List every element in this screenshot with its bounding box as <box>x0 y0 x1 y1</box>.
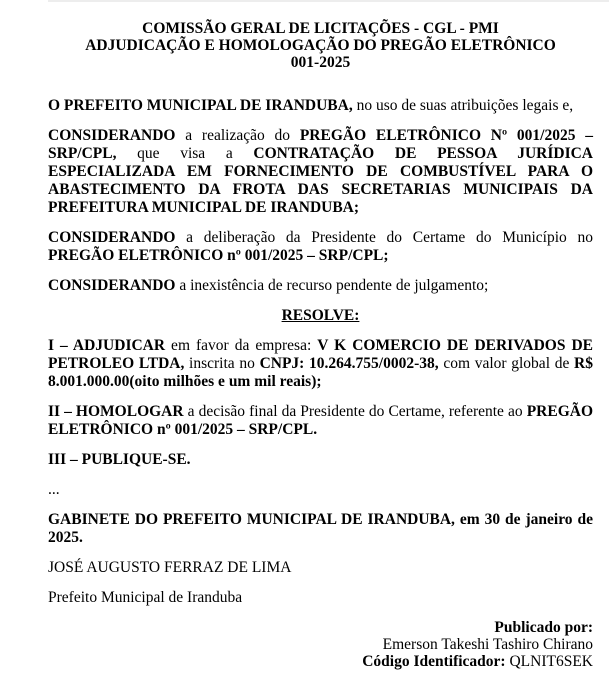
text-run: CONTRATAÇÃO DE PESSOA JURÍDICA ESPECIALIZADA EM FORNECIMENTO DE COMBUSTÍVEL PARA O ABASTECIMENTO DA FROTA DAS SECRETARIAS MUNICIPAIS DA PREFEITURA MUNICIPAL DE IRANDUBA; <box>48 145 593 216</box>
text-run: I – ADJUDICAR <box>48 337 166 354</box>
text-run: PREGÃO ELETRÔNICO nº 001/2025 – SRP/CPL; <box>48 247 389 264</box>
doc-title-line-2: ADJUDICAÇÃO E HOMOLOGAÇÃO DO PREGÃO ELETRÔNICO <box>85 37 556 54</box>
text-run: PREGÃO ELETRÔNICO Nº 001/2025 – SRP/CPL, <box>48 127 593 162</box>
text-run: no uso de suas atribuições legais e, <box>352 97 574 114</box>
publication-footer <box>48 619 593 670</box>
identifier-label: Código Identificador: <box>362 653 506 670</box>
ellipsis-separator: ... <box>48 481 60 498</box>
paragraph-considerando-2 <box>48 229 593 265</box>
closing-gabinete: GABINETE DO PREFEITO MUNICIPAL DE IRANDUBA, em 30 de janeiro de 2025. <box>48 511 593 546</box>
text-run: CNPJ: 10.264.755/0002-38, <box>259 355 439 372</box>
signature-name: JOSÉ AUGUSTO FERRAZ DE LIMA <box>48 559 292 576</box>
doc-title-line-1: COMISSÃO GERAL DE LICITAÇÕES - CGL - PMI <box>142 20 499 37</box>
document-body <box>48 0 593 670</box>
text-run: CONSIDERANDO <box>48 277 176 294</box>
resolve-label: RESOLVE: <box>281 307 360 324</box>
text-run: CONSIDERANDO <box>48 127 176 144</box>
text-run: a realização do <box>175 127 300 144</box>
document-title <box>48 20 593 71</box>
identifier-value: QLNIT6SEK <box>505 653 593 670</box>
paragraph-item-i <box>48 337 593 391</box>
text-run: V K COMERCIO DE DERIVADOS DE PETROLEO LTDA, <box>48 337 593 372</box>
text-run: O PREFEITO MUNICIPAL DE IRANDUBA, <box>48 97 353 114</box>
text-run: II – HOMOLOGAR <box>48 403 184 420</box>
text-run: R$ 8.001.000.00(oito milhões e um mil reais); <box>48 355 593 390</box>
text-run: que visa a <box>116 145 254 162</box>
doc-title-line-3: 001-2025 <box>290 54 351 71</box>
text-run: a decisão final da Presidente do Certame, referente ao <box>183 403 527 420</box>
paragraph-considerando-3 <box>48 277 593 295</box>
text-run: em favor da empresa: <box>165 337 318 354</box>
text-run: a inexistência de recurso pendente de julgamento; <box>175 277 489 294</box>
published-by-name: Emerson Takeshi Tashiro Chirano <box>382 636 593 653</box>
paragraph-considerando-1 <box>48 127 593 217</box>
text-run: com valor global de <box>438 355 575 372</box>
text-run: a deliberação da Presidente do Certame do Município no <box>175 229 593 246</box>
signature-role: Prefeito Municipal de Iranduba <box>48 589 243 606</box>
paragraph-item-iii: III – PUBLIQUE-SE. <box>48 451 191 468</box>
paragraph-item-ii <box>48 403 593 439</box>
published-by-label: Publicado por: <box>494 619 593 636</box>
resolve-heading <box>48 307 593 325</box>
text-run: CONSIDERANDO <box>48 229 176 246</box>
text-run: PREGÃO ELETRÔNICO nº 001/2025 – SRP/CPL. <box>48 403 593 438</box>
paragraph-preamble <box>48 97 593 115</box>
identifier-line <box>48 653 593 670</box>
text-run: inscrita no <box>184 355 260 372</box>
